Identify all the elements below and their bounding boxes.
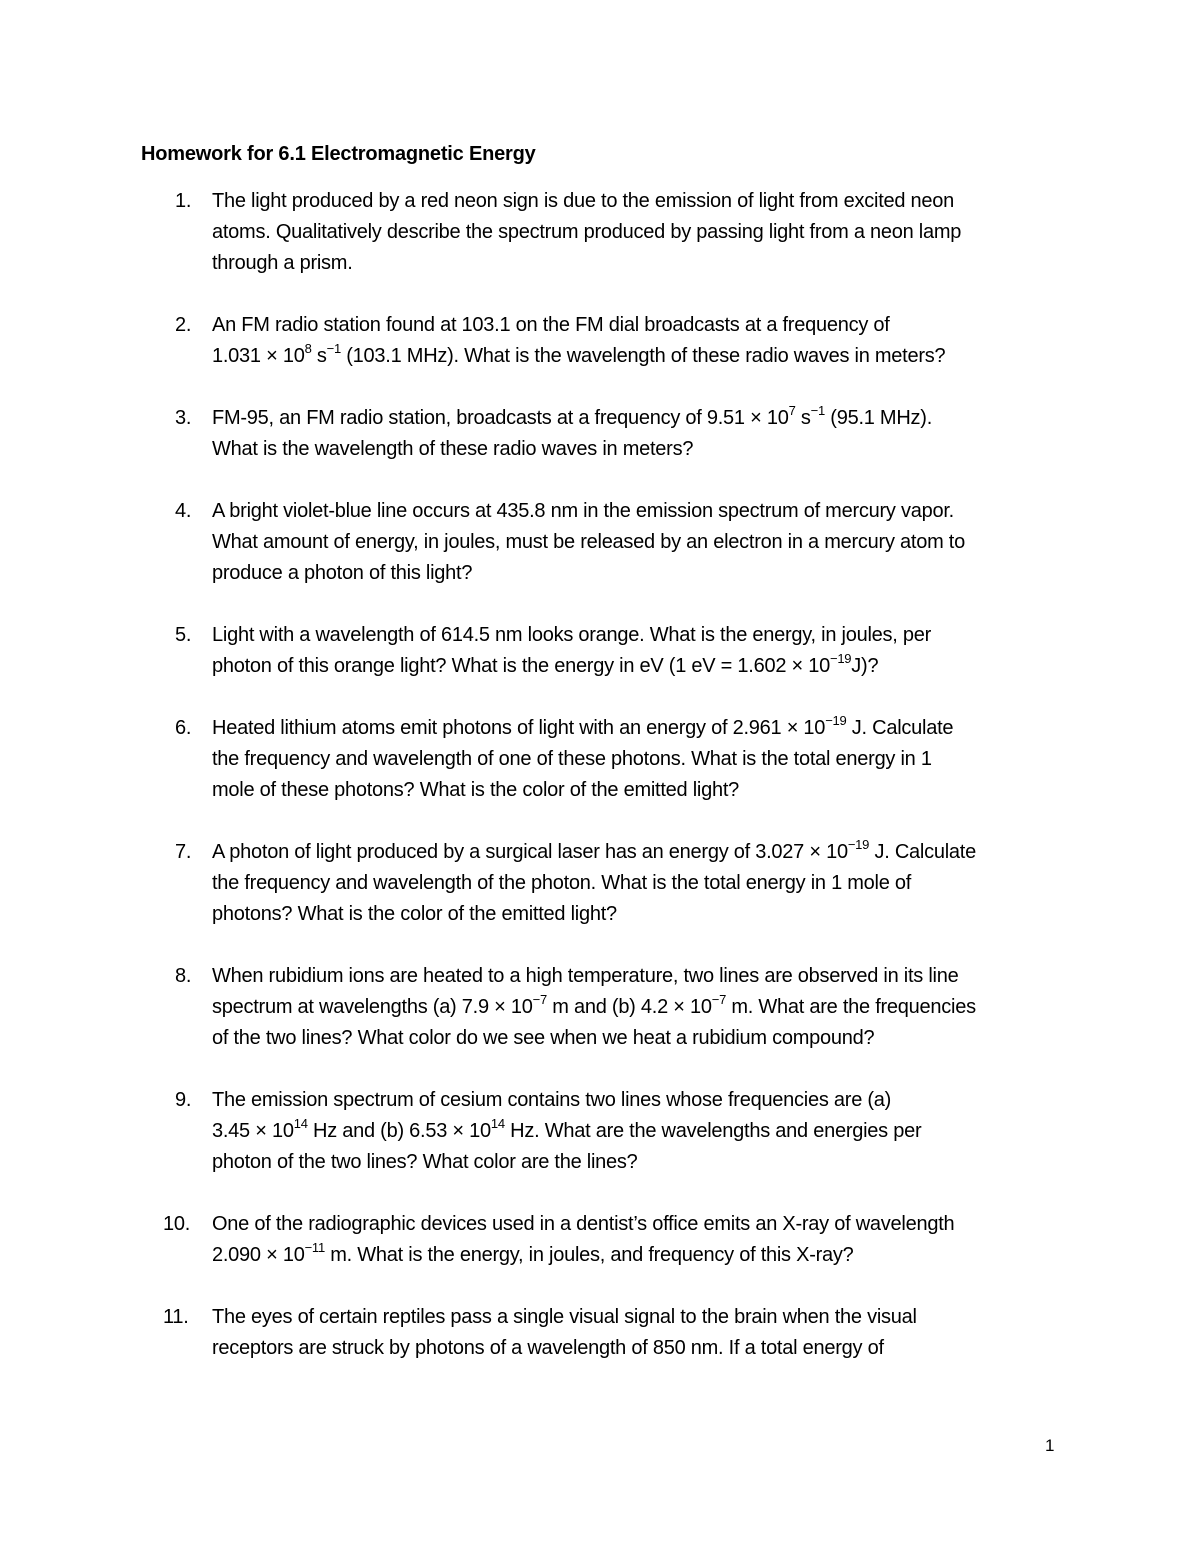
question-item bbox=[141, 961, 1061, 1054]
question-item bbox=[141, 837, 1061, 930]
question-number: 11. bbox=[163, 1306, 189, 1328]
question-text-line: of the two lines? What color do we see when we heat a rubidium compound? bbox=[212, 1027, 875, 1049]
question-text-line: the frequency and wavelength of one of these photons. What is the total energy in 1 bbox=[212, 748, 932, 770]
question-text-line: atoms. Qualitatively describe the spectrum produced by passing light from a neon lamp bbox=[212, 221, 962, 243]
page-number: 1 bbox=[1045, 1436, 1055, 1455]
question-text-line: $2.090 \times 10^{-11}$ m. What is the energy, in joules, and frequency of this X-ray? bbox=[212, 1240, 854, 1266]
question-text-line: What is the wavelength of these radio waves in meters? bbox=[212, 438, 694, 460]
question-text-line: photons? What is the color of the emitted light? bbox=[212, 903, 617, 925]
question-text-line: produce a photon of this light? bbox=[212, 562, 473, 584]
question-text-line: Heated lithium atoms emit photons of light with an energy of $2.961 \times 10^{-19}$ J. Calculate bbox=[212, 713, 954, 739]
question-number: 5. bbox=[175, 624, 192, 646]
question-text-line: One of the radiographic devices used in a dentist’s office emits an X-ray of wavelength bbox=[212, 1213, 955, 1235]
question-text-line: The light produced by a red neon sign is due to the emission of light from excited neon bbox=[212, 190, 955, 212]
question-text-line: An FM radio station found at 103.1 on the FM dial broadcasts at a frequency of bbox=[212, 314, 890, 336]
question-item bbox=[141, 620, 1061, 682]
question-text-line: The eyes of certain reptiles pass a single visual signal to the brain when the visual bbox=[212, 1306, 917, 1328]
question-item bbox=[141, 713, 1061, 806]
question-text-line: spectrum at wavelengths (a) $7.9 \times 10^{-7}$ m and (b) $4.2 \times 10^{-7}$ m. What are the frequencies bbox=[212, 992, 976, 1018]
question-item bbox=[141, 1085, 1061, 1178]
question-text-line: FM-95, an FM radio station, broadcasts at a frequency of $9.51 \times 10^7$ $s^{-1}$ (95.1 MHz). bbox=[212, 403, 933, 429]
question-number: 2. bbox=[175, 314, 192, 336]
question-text-line: Light with a wavelength of 614.5 nm looks orange. What is the energy, in joules, per bbox=[212, 624, 932, 646]
question-text-line: photon of the two lines? What color are the lines? bbox=[212, 1151, 638, 1173]
question-number: 6. bbox=[175, 717, 192, 739]
question-item bbox=[141, 186, 1061, 279]
question-text-line: When rubidium ions are heated to a high temperature, two lines are observed in its line bbox=[212, 965, 959, 987]
question-number: 7. bbox=[175, 841, 192, 863]
question-text-line: mole of these photons? What is the color of the emitted light? bbox=[212, 779, 740, 801]
question-item bbox=[141, 1209, 1061, 1271]
question-text-line: $1.031 \times 10^8$ $s^{-1}$ (103.1 MHz). What is the wavelength of these radio waves in meters? bbox=[212, 341, 946, 367]
page-title: Homework for 6.1 Electromagnetic Energy bbox=[141, 143, 536, 165]
question-text-line: The emission spectrum of cesium contains two lines whose frequencies are (a) bbox=[212, 1089, 892, 1111]
question-list bbox=[141, 186, 1061, 1395]
question-text-line: What amount of energy, in joules, must be released by an electron in a mercury atom to bbox=[212, 531, 965, 553]
question-text-line: photon of this orange light? What is the energy in eV (1 eV = $1.602 \times 10^{-19}J$)? bbox=[212, 651, 879, 677]
question-item bbox=[141, 1302, 1061, 1364]
question-number: 8. bbox=[175, 965, 192, 987]
question-text-line: receptors are struck by photons of a wavelength of 850 nm. If a total energy of bbox=[212, 1337, 884, 1359]
question-text-line: the frequency and wavelength of the photon. What is the total energy in 1 mole of bbox=[212, 872, 912, 894]
question-text-line: through a prism. bbox=[212, 252, 353, 274]
question-item bbox=[141, 496, 1061, 589]
question-text-line: $3.45 \times 10^{14}$ Hz and (b) $6.53 \times 10^{14}$ Hz. What are the wavelengths and energies per bbox=[212, 1116, 922, 1142]
question-text-line: A bright violet-blue line occurs at 435.8 nm in the emission spectrum of mercury vapor. bbox=[212, 500, 954, 522]
question-number: 10. bbox=[163, 1213, 191, 1235]
question-number: 1. bbox=[175, 190, 192, 212]
question-text-line: A photon of light produced by a surgical laser has an energy of $3.027 \times 10^{-19}$ J. Calculate bbox=[212, 837, 976, 863]
question-number: 9. bbox=[175, 1089, 192, 1111]
question-item bbox=[141, 310, 1061, 372]
question-number: 3. bbox=[175, 407, 192, 429]
question-item bbox=[141, 403, 1061, 465]
question-number: 4. bbox=[175, 500, 192, 522]
